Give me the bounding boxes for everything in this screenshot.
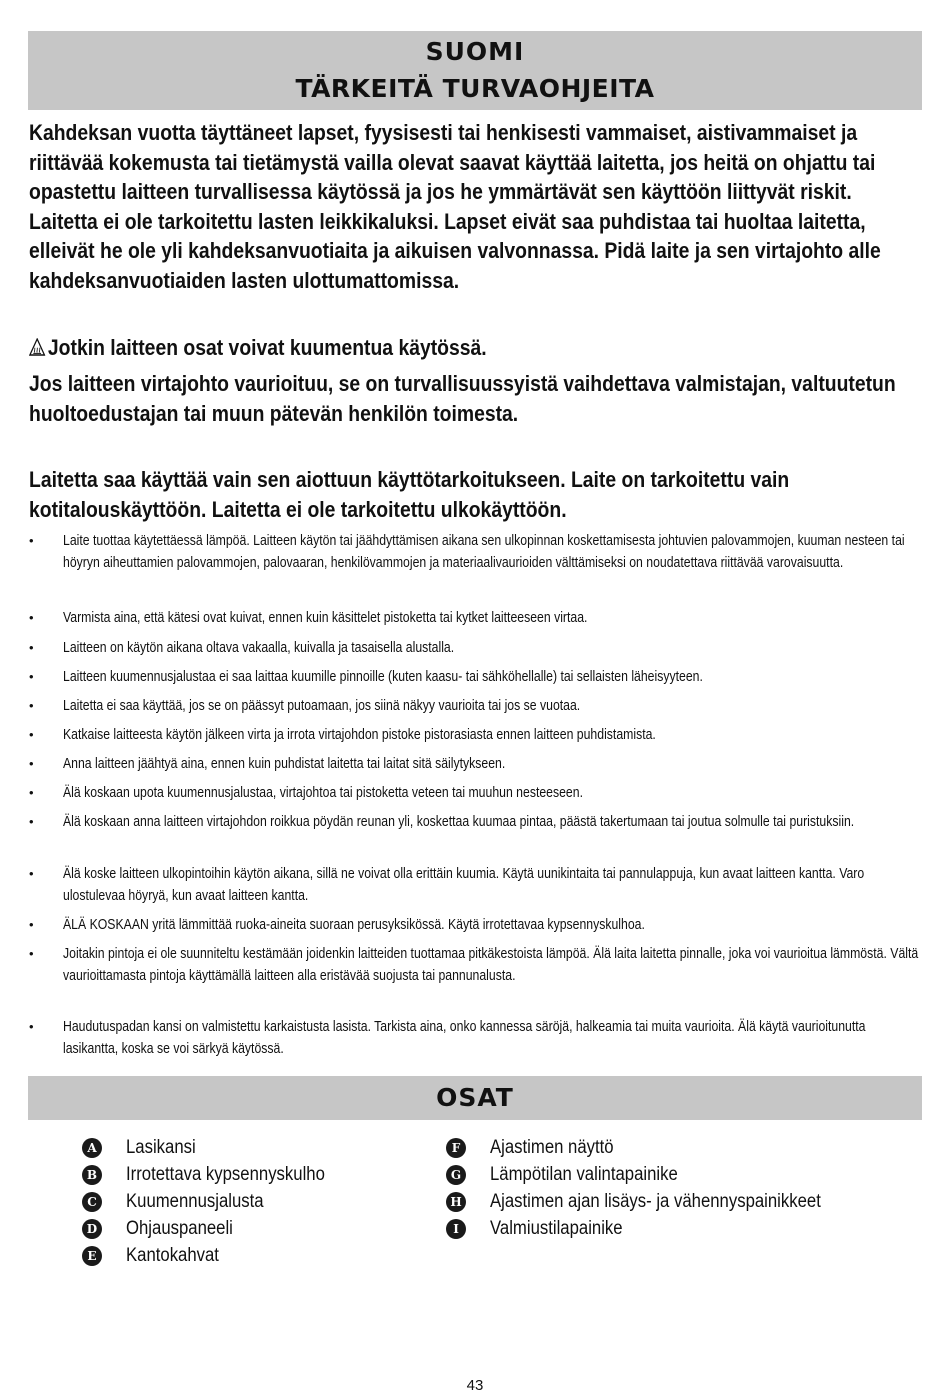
bullet-dot: • [29,785,34,800]
bullet-dot: • [29,610,34,625]
bullet-dot: • [29,669,34,684]
bullet-dot: • [29,640,34,655]
hot-surface-warning [29,333,922,364]
safety-bullet-text: Laitteen kuumennusjalustaa ei saa laittaa kuumille pinnoille (kuten kaasu- tai sähköhellalle) tai sellaisten läheisyyteen. [63,669,703,685]
intended-use-paragraph: Laitetta saa käyttää vain sen aiottuun käyttötarkoitukseen. Laite on tarkoitettu vain kotitalouskäyttöön. Laitetta ei ole tarkoitettu ulkokäyttöön. [29,467,790,522]
part-label: Kantokahvat [126,1245,219,1266]
bullet-dot: • [29,1019,34,1034]
part-label: Irrotettava kypsennyskulho [126,1164,325,1185]
part-label: Ohjauspaneeli [126,1218,233,1239]
safety-bullet-text: Laitetta ei saa käyttää, jos se on päässyt putoamaan, jos siinä näkyy vaurioita tai jos se vuotaa. [63,698,581,714]
part-label: Valmiustilapainike [490,1218,623,1239]
hot-surface-warning-icon [29,334,48,364]
hot-surface-warning-text: Jotkin laitteen osat voivat kuumentua käytössä. [47,335,487,360]
bullet-dot: • [29,727,34,742]
section-header [28,31,922,110]
part-letter-badge: E [82,1246,102,1266]
safety-bullet-text: Älä koskaan upota kuumennusjalustaa, virtajohtoa tai pistoketta veteen tai muuhun nesteeseen. [63,785,583,801]
part-letter-badge: B [82,1165,102,1185]
safety-bullet-text: Anna laitteen jäähtyä aina, ennen kuin puhdistat laitetta tai laitat sitä säilytykseen. [63,756,506,772]
safety-bullet-text: ÄLÄ KOSKAAN yritä lämmittää ruoka-aineita suoraan perusyksikössä. Käytä irrotettavaa kypsennyskulhoa. [63,917,645,933]
part-label: Lämpötilan valintapainike [490,1164,678,1185]
cord-paragraph: Jos laitteen virtajohto vaurioituu, se on turvallisuussyistä vaihdettava valmistajan, valtuutetun huoltoedustajan tai muun pätevän henkilön toimesta. [29,371,896,426]
bullet-dot: • [29,533,34,548]
bullet-dot: • [29,814,34,829]
part-letter-badge: C [82,1192,102,1212]
safety-bullet-text: Joitakin pintoja ei ole suunniteltu kestämään joidenkin laitteiden tuottamaa pitkäkestoista lämpöä. Älä laita laitetta pinnalle, joka voi vaurioitua lämmöstä. Vältä vaurioittamasta pintoja käyttämällä laitteen alla eristävää suojusta tai pannunalusta. [63,946,919,985]
language-heading: SUOMI [425,37,525,66]
safety-bullet-text: Laite tuottaa käytettäessä lämpöä. Laitteen käytön tai jäähdyttämisen aikana sen ulkopinnan koskettamisesta johtuvien palovammojen, kuuman nesteen tai höyryn aiheuttamien palovammojen, palovaaran, henkilövammojen ja materiaalivaurioiden välttämiseksi on noudatettava riittävää varovaisuutta. [63,533,905,572]
part-label: Kuumennusjalusta [126,1191,264,1212]
part-label: Ajastimen ajan lisäys- ja vähennyspainikkeet [490,1191,821,1212]
part-letter-badge: G [446,1165,466,1185]
bullet-dot: • [29,917,34,932]
parts-header: OSAT [28,1076,922,1120]
bullet-dot: • [29,946,34,961]
part-letter-badge: I [446,1219,466,1239]
page-number: 43 [466,1377,484,1394]
safety-bullet-text: Laitteen on käytön aikana oltava vakaalla, kuivalla ja tasaisella alustalla. [63,640,455,656]
intro-paragraph: Kahdeksan vuotta täyttäneet lapset, fyysisesti tai henkisesti vammaiset, aistivammaiset ja riittävää kokemusta tai tietämystä vailla olevat saavat käyttää laitetta, jos heitä on ohjattu tai opastettu laitteen turvallisessa käytössä ja jos he ymmärtävät sen käyttöön liittyvät riskit. Laitetta ei ole tarkoitettu lasten leikkikaluksi. Lapset eivät saa puhdistaa tai huoltaa laitetta, elleivät he ole yli kahdeksanvuotiaita ja aikuisen valvonnassa. Pidä laite ja sen virtajohto alle kahdeksanvuotiaiden lasten ulottumattomissa. [29,120,881,293]
bullet-dot: • [29,866,34,881]
bullet-dot: • [29,698,34,713]
safety-bullet-text: Varmista aina, että kätesi ovat kuivat, ennen kuin käsittelet pistoketta tai kytket laitteeseen virtaa. [63,610,588,626]
part-letter-badge: F [446,1138,466,1158]
safety-title: TÄRKEITÄ TURVAOHJEITA [295,74,655,103]
safety-bullet-text: Älä koske laitteen ulkopintoihin käytön aikana, sillä ne voivat olla erittäin kuumia. Käytä uunikintaita tai pannulappuja, kun avaat laitteen kantta. Varo ulostulevaa höyryä, kun avaat laitteen kantta. [63,866,865,905]
bullet-dot: • [29,756,34,771]
safety-bullet-text: Katkaise laitteesta käytön jälkeen virta ja irrota virtajohdon pistoke pistorasiasta ennen laitteen puhdistamista. [63,727,656,743]
part-label: Lasikansi [126,1137,196,1158]
safety-bullet-text: Älä koskaan anna laitteen virtajohdon roikkua pöydän reunan yli, koskettaa kuumaa pintaa, päästä takertumaan tai joutua solmulle tai puristuksiin. [63,814,855,830]
part-letter-badge: D [82,1219,102,1239]
part-letter-badge: A [82,1138,102,1158]
part-label: Ajastimen näyttö [490,1137,614,1158]
part-letter-badge: H [446,1192,466,1212]
safety-bullet-text: Haudutuspadan kansi on valmistettu karkaistusta lasista. Tarkista aina, onko kannessa säröjä, halkeamia tai muita vaurioita. Älä käytä vaurioitunutta lasikantta, koska se voi särkyä käytössä. [63,1019,866,1058]
